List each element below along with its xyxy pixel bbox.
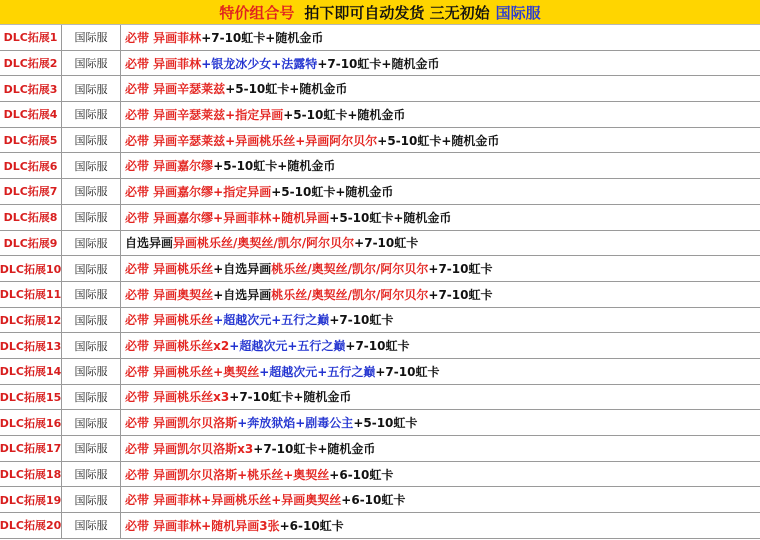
table-row — [0, 333, 760, 359]
table-row — [0, 513, 760, 539]
contents-segment: 必带 异画凯尔贝洛斯+桃乐丝+奥契丝 — [125, 467, 330, 482]
table-row — [0, 282, 760, 308]
dlc-label-cell: DLC拓展19 — [0, 487, 62, 512]
contents-segment: +7-10虹卡 — [375, 364, 440, 379]
contents-segment: +5-10虹卡+随机金币 — [225, 82, 348, 97]
contents-segment: +银龙冰少女+法露特 — [201, 56, 318, 71]
contents-cell — [121, 308, 760, 333]
contents-cell — [121, 462, 760, 487]
contents-segment: 桃乐丝/奥契丝/凯尔/阿尔贝尔 — [271, 287, 429, 302]
table-row — [0, 359, 760, 385]
contents-segment: +7-10虹卡+随机金币 — [253, 441, 376, 456]
dlc-label-cell: DLC拓展13 — [0, 333, 62, 358]
contents-segment: 必带 异画辛瑟莱兹+指定异画 — [125, 107, 284, 122]
contents-segment: +5-10虹卡 — [353, 416, 418, 431]
server-cell: 国际服 — [62, 359, 121, 384]
table-row — [0, 410, 760, 436]
contents-segment: 必带 异画桃乐丝x3 — [125, 390, 230, 405]
server-cell: 国际服 — [62, 153, 121, 178]
table-row — [0, 385, 760, 411]
contents-segment: +7-10虹卡 — [345, 339, 410, 354]
contents-segment: 必带 异画嘉尔缪+异画菲林+随机异画 — [125, 210, 330, 225]
dlc-label-cell: DLC拓展12 — [0, 308, 62, 333]
contents-cell — [121, 410, 760, 435]
contents-segment: +7-10虹卡+随机金币 — [229, 390, 352, 405]
table-row — [0, 308, 760, 334]
table-row — [0, 179, 760, 205]
contents-segment: 必带 异画凯尔贝洛斯 — [125, 416, 238, 431]
contents-segment: 必带 异画凯尔贝洛斯x3 — [125, 441, 254, 456]
contents-segment: +5-10虹卡+随机金币 — [329, 210, 452, 225]
contents-segment: 必带 异画菲林+随机异画3张 — [125, 518, 280, 533]
table-row — [0, 205, 760, 231]
contents-cell — [121, 256, 760, 281]
server-cell: 国际服 — [62, 231, 121, 256]
contents-segment: 必带 异画嘉尔缪+指定异画 — [125, 184, 272, 199]
server-cell: 国际服 — [62, 128, 121, 153]
contents-segment: +7-10虹卡 — [354, 236, 419, 251]
contents-segment: +6-10虹卡 — [279, 518, 344, 533]
contents-cell — [121, 513, 760, 538]
server-cell: 国际服 — [62, 487, 121, 512]
table-row — [0, 436, 760, 462]
contents-segment: +7-10虹卡 — [428, 262, 493, 277]
header-description: 拍下即可自动发货 三无初始 — [304, 3, 490, 22]
header-server: 国际服 — [495, 3, 541, 22]
contents-cell — [121, 128, 760, 153]
server-cell: 国际服 — [62, 76, 121, 101]
dlc-label-cell: DLC拓展9 — [0, 231, 62, 256]
dlc-label-cell: DLC拓展5 — [0, 128, 62, 153]
contents-segment: 必带 异画辛瑟莱兹 — [125, 82, 226, 97]
contents-segment: +6-10虹卡 — [341, 493, 406, 508]
server-cell: 国际服 — [62, 205, 121, 230]
contents-cell — [121, 179, 760, 204]
dlc-label-cell: DLC拓展14 — [0, 359, 62, 384]
contents-cell — [121, 76, 760, 101]
contents-segment: 必带 异画嘉尔缪 — [125, 159, 214, 174]
offer-table — [0, 25, 760, 539]
contents-segment: +自选异画 — [213, 287, 272, 302]
table-row — [0, 231, 760, 257]
contents-segment: +超越次元+五行之巅 — [229, 339, 346, 354]
header-banner — [0, 0, 760, 25]
contents-cell — [121, 385, 760, 410]
server-cell: 国际服 — [62, 102, 121, 127]
server-cell: 国际服 — [62, 385, 121, 410]
server-cell: 国际服 — [62, 513, 121, 538]
table-row — [0, 153, 760, 179]
dlc-label-cell: DLC拓展8 — [0, 205, 62, 230]
contents-segment: +自选异画 — [213, 262, 272, 277]
contents-segment: 异画桃乐丝/奥契丝/凯尔/阿尔贝尔 — [173, 236, 355, 251]
dlc-label-cell: DLC拓展16 — [0, 410, 62, 435]
table-row — [0, 25, 760, 51]
contents-cell — [121, 231, 760, 256]
server-cell: 国际服 — [62, 308, 121, 333]
table-row — [0, 102, 760, 128]
contents-segment: +7-10虹卡 — [428, 287, 493, 302]
header-highlight: 特价组合号 — [219, 3, 295, 22]
contents-cell — [121, 51, 760, 76]
server-cell: 国际服 — [62, 282, 121, 307]
server-cell: 国际服 — [62, 51, 121, 76]
dlc-label-cell: DLC拓展7 — [0, 179, 62, 204]
contents-segment: +超越次元+五行之巅 — [259, 364, 376, 379]
contents-segment: +7-10虹卡+随机金币 — [201, 30, 324, 45]
dlc-label-cell: DLC拓展11 — [0, 282, 62, 307]
contents-cell — [121, 102, 760, 127]
contents-segment: 必带 异画桃乐丝 — [125, 262, 214, 277]
contents-segment: +奔放狱焰+剧毒公主 — [237, 416, 354, 431]
table-row — [0, 256, 760, 282]
contents-segment: 必带 异画菲林+异画桃乐丝+异画奥契丝 — [125, 493, 342, 508]
server-cell: 国际服 — [62, 333, 121, 358]
table-row — [0, 487, 760, 513]
contents-cell — [121, 436, 760, 461]
server-cell: 国际服 — [62, 25, 121, 50]
dlc-label-cell: DLC拓展20 — [0, 513, 62, 538]
contents-segment: 必带 异画辛瑟莱兹+异画桃乐丝+异画阿尔贝尔 — [125, 133, 378, 148]
contents-segment: +7-10虹卡+随机金币 — [317, 56, 440, 71]
contents-segment: 必带 异画菲林 — [125, 56, 202, 71]
dlc-label-cell: DLC拓展6 — [0, 153, 62, 178]
contents-cell — [121, 153, 760, 178]
contents-segment: +6-10虹卡 — [329, 467, 394, 482]
contents-segment: 必带 异画桃乐丝x2 — [125, 339, 230, 354]
contents-segment: 桃乐丝/奥契丝/凯尔/阿尔贝尔 — [271, 262, 429, 277]
contents-segment: +7-10虹卡 — [329, 313, 394, 328]
dlc-label-cell: DLC拓展2 — [0, 51, 62, 76]
dlc-label-cell: DLC拓展4 — [0, 102, 62, 127]
contents-cell — [121, 333, 760, 358]
contents-segment: +5-10虹卡+随机金币 — [213, 159, 336, 174]
dlc-label-cell: DLC拓展15 — [0, 385, 62, 410]
contents-cell — [121, 25, 760, 50]
contents-segment: 必带 异画奥契丝 — [125, 287, 214, 302]
table-row — [0, 128, 760, 154]
contents-cell — [121, 487, 760, 512]
contents-cell — [121, 359, 760, 384]
contents-segment: 必带 异画桃乐丝+奥契丝 — [125, 364, 260, 379]
server-cell: 国际服 — [62, 256, 121, 281]
table-row — [0, 51, 760, 77]
dlc-label-cell: DLC拓展18 — [0, 462, 62, 487]
contents-cell — [121, 282, 760, 307]
server-cell: 国际服 — [62, 179, 121, 204]
contents-segment: +5-10虹卡+随机金币 — [283, 107, 406, 122]
contents-segment: +超越次元+五行之巅 — [213, 313, 330, 328]
contents-segment: +5-10虹卡+随机金币 — [271, 184, 394, 199]
contents-cell — [121, 205, 760, 230]
contents-segment: 必带 异画菲林 — [125, 30, 202, 45]
server-cell: 国际服 — [62, 436, 121, 461]
dlc-label-cell: DLC拓展17 — [0, 436, 62, 461]
table-row — [0, 462, 760, 488]
dlc-label-cell: DLC拓展1 — [0, 25, 62, 50]
table-row — [0, 76, 760, 102]
server-cell: 国际服 — [62, 410, 121, 435]
dlc-label-cell: DLC拓展10 — [0, 256, 62, 281]
server-cell: 国际服 — [62, 462, 121, 487]
contents-segment: 自选异画 — [125, 236, 174, 251]
contents-segment: +5-10虹卡+随机金币 — [377, 133, 500, 148]
dlc-label-cell: DLC拓展3 — [0, 76, 62, 101]
contents-segment: 必带 异画桃乐丝 — [125, 313, 214, 328]
